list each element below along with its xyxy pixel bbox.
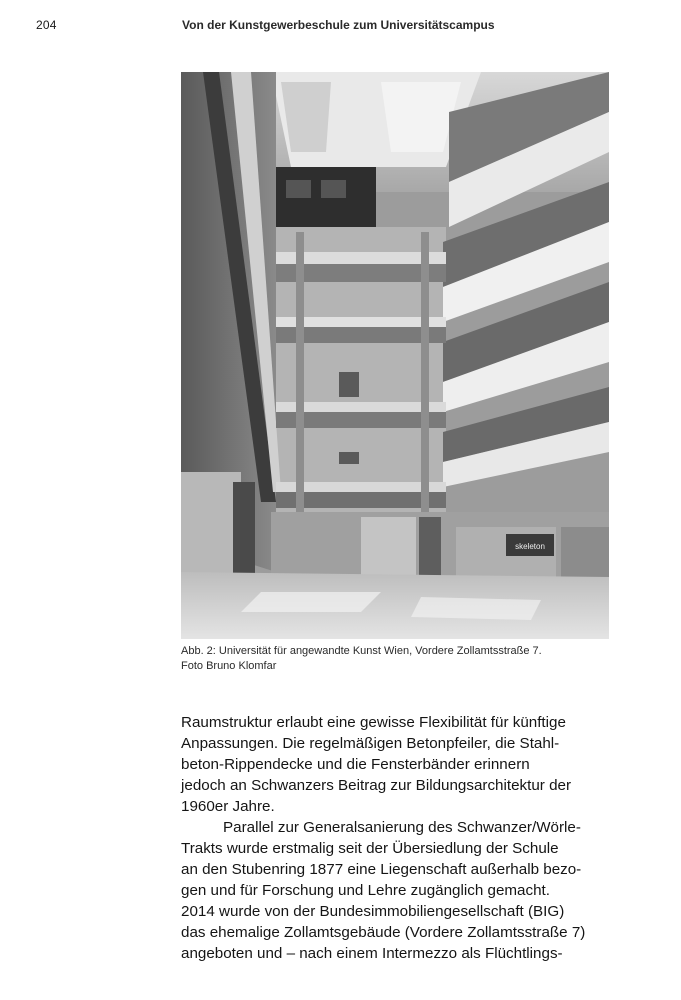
- caption-line: Abb. 2: Universität für angewandte Kunst Wien, Vordere Zollamtsstraße 7.: [181, 645, 542, 657]
- figure-caption: [181, 644, 609, 674]
- text-line: 2014 wurde von der Bundesimmobiliengesellschaft (BIG): [181, 903, 565, 920]
- text-line: 1960er Jahre.: [181, 798, 275, 815]
- text-line: Parallel zur Generalsanierung des Schwanzer/Wörle-: [223, 819, 581, 836]
- page-number: 204: [36, 18, 57, 32]
- sign-text: skeleton: [515, 542, 545, 551]
- text-line: jedoch an Schwanzers Beitrag zur Bildungsarchitektur der: [181, 777, 572, 794]
- text-line: angeboten und – nach einem Intermezzo als Flüchtlings-: [181, 945, 563, 962]
- text-line: gen und für Forschung und Lehre zugänglich gemacht.: [181, 882, 550, 899]
- caption-line: Foto Bruno Klomfar: [181, 660, 277, 672]
- text-line: an den Stubenring 1877 eine Liegenschaft außerhalb bezo-: [181, 861, 582, 878]
- running-title: Von der Kunstgewerbeschule zum Universitätscampus: [182, 18, 495, 32]
- body-text: [181, 712, 621, 964]
- text-line: beton-Rippendecke und die Fensterbänder erinnern: [181, 756, 530, 773]
- text-line: das ehemalige Zollamtsgebäude (Vordere Zollamtsstraße 7): [181, 924, 586, 941]
- text-line: Trakts wurde erstmalig seit der Übersiedlung der Schule: [181, 840, 559, 857]
- text-line: Raumstruktur erlaubt eine gewisse Flexibilität für künftige: [181, 714, 566, 731]
- text-line: Anpassungen. Die regelmäßigen Betonpfeiler, die Stahl-: [181, 735, 560, 752]
- atrium-photo: [181, 72, 609, 639]
